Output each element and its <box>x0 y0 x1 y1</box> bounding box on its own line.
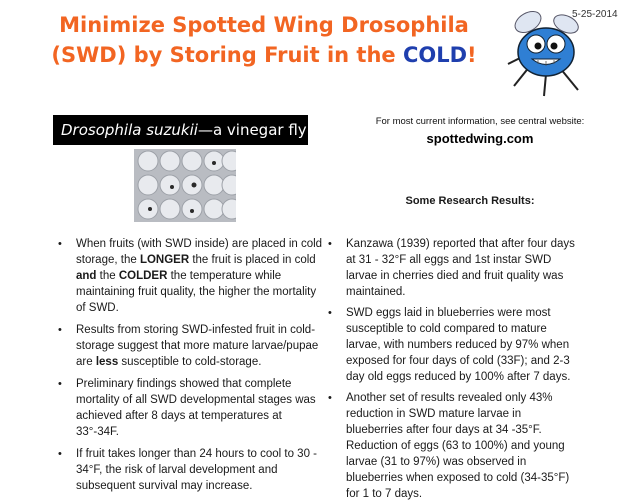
petri-dish-photo <box>134 149 236 222</box>
list-item: • Preliminary findings showed that complete mortality of all SWD developmental stages was achieved after 8 days at temperatures at 33°-34F. <box>58 376 323 440</box>
left-bullet-list <box>58 236 323 494</box>
title-line-2 <box>14 40 514 70</box>
left-column <box>58 236 323 500</box>
page-title <box>14 10 514 70</box>
right-column <box>328 236 580 502</box>
list-item: • If fruit takes longer than 24 hours to cool to 30 - 34°F, the risk of larval development and subsequent survival may increase. <box>58 446 323 494</box>
right-bullet-list <box>328 236 580 502</box>
title-line-2-text: (SWD) by Storing Fruit in the <box>51 43 403 67</box>
list-item: • Results from storing SWD-infested fruit in cold-storage suggest that more mature larvae/pupae are less susceptible to cold-storage. <box>58 322 323 370</box>
list-item: • SWD eggs laid in blueberries were most susceptible to cold compared to mature larvae, with numbers reduced by 97% when exposed for four days of cold (33F); and 2-3 day old eggs reduced by 100% after 7 days. <box>328 305 580 385</box>
list-item: • Another set of results revealed only 43% reduction in SWD mature larvae in blueberries after four days at 34 -35°F. Reduction of eggs (63 to 100%) and young larvae (31 to 97%) was observed in blueberries when exposed to cold (34-35°F) for 1 to 7 days. <box>328 390 580 502</box>
fly-mascot-icon <box>500 4 590 100</box>
research-heading: Some Research Results: <box>405 195 535 207</box>
list-item: • When fruits (with SWD inside) are placed in cold storage, the LONGER the fruit is placed in cold and the COLDER the temperature while maintaining fruit quality, the higher the mortality of SWD. <box>58 236 323 316</box>
website-link[interactable]: spottedwing.com <box>426 131 534 146</box>
species-descriptor: —a vinegar fly <box>197 121 307 139</box>
species-name: Drosophila suzukii <box>61 121 198 139</box>
species-banner <box>53 115 308 145</box>
list-item: • Kanzawa (1939) reported that after four days at 31 - 32°F all eggs and 1st instar SWD larvae in cherries died and fruit quality was maintained. <box>328 236 580 300</box>
date-label: 5-25-2014 <box>572 9 618 20</box>
title-line-1: Minimize Spotted Wing Drosophila <box>59 13 469 37</box>
info-text: For most current information, see central website: <box>375 116 585 127</box>
title-cold-word: COLD <box>402 43 468 67</box>
title-exclamation: ! <box>467 43 477 67</box>
